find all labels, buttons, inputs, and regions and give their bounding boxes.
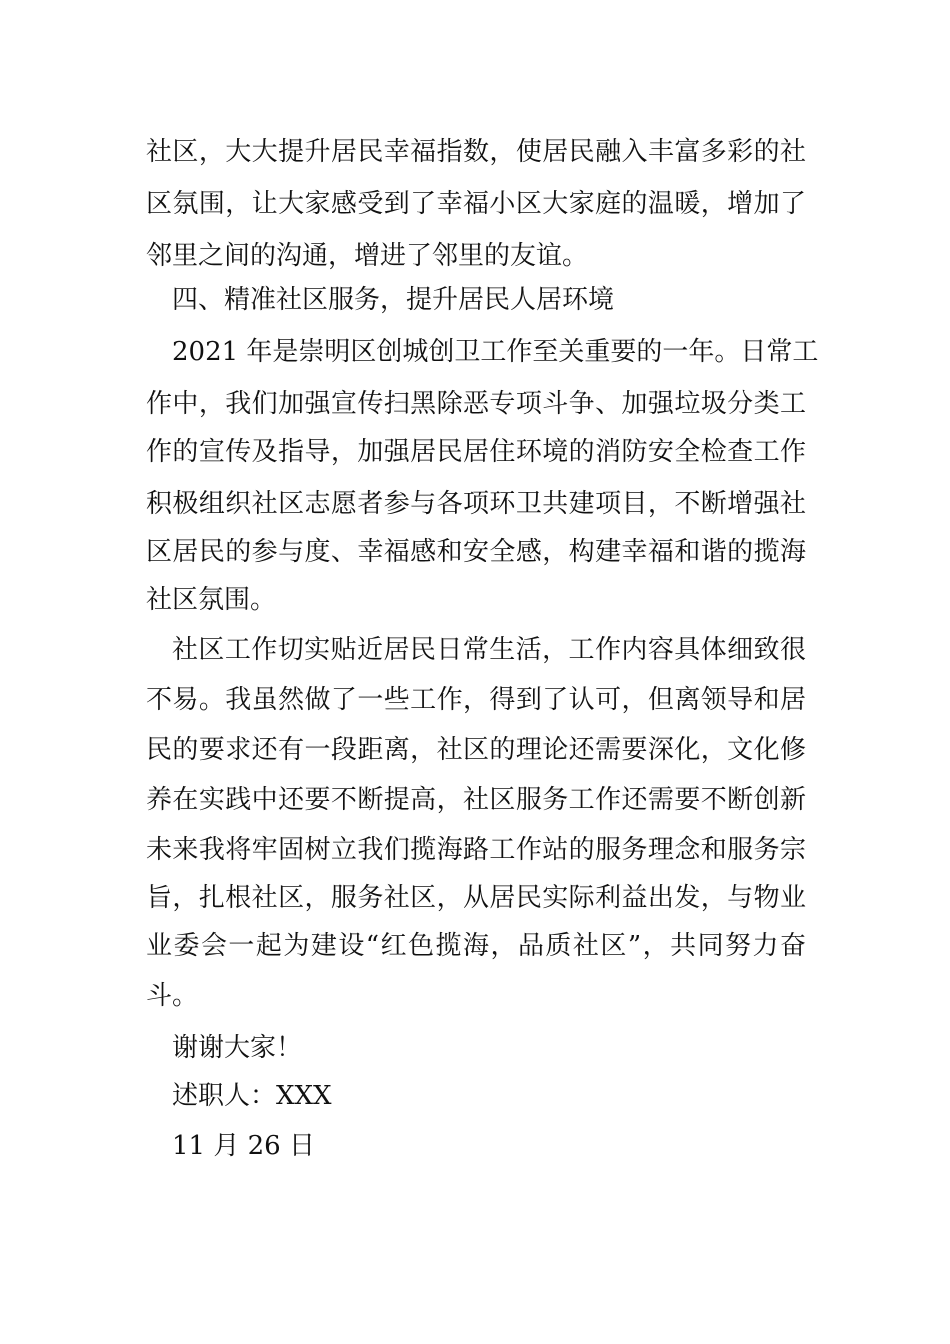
paragraph-2-line-5: 区居民的参与度、幸福感和安全感，构建幸福和谐的揽海 <box>146 537 806 567</box>
paragraph-2-line-6: 社区氛围。 <box>146 585 277 615</box>
paragraph-3-line-8: 斗。 <box>146 981 199 1011</box>
closing-thanks: 谢谢大家！ <box>172 1033 303 1063</box>
paragraph-2-line-2: 作中，我们加强宣传扫黑除恶专项斗争、加强垃圾分类工 <box>146 389 806 419</box>
paragraph-2-line-4: 积极组织社区志愿者参与各项环卫共建项目，不断增强社 <box>146 489 806 519</box>
paragraph-3-line-3: 民的要求还有一段距离，社区的理论还需要深化，文化修 <box>146 735 806 765</box>
paragraph-3-line-4: 养在实践中还要不断提高，社区服务工作还需要不断创新 <box>146 785 806 815</box>
signature: 述职人：XXX <box>172 1081 332 1111</box>
paragraph-1-line-1: 社区，大大提升居民幸福指数，使居民融入丰富多彩的社 <box>146 137 806 167</box>
paragraph-3-line-2: 不易。我虽然做了一些工作，得到了认可，但离领导和居 <box>146 685 806 715</box>
paragraph-2-line-3: 作的宣传及指导，加强居民居住环境的消防安全检查工作 <box>146 437 806 467</box>
paragraph-1-line-3: 邻里之间的沟通，增进了邻里的友谊。 <box>146 241 589 271</box>
paragraph-3-line-5: 未来我将牢固树立我们揽海路工作站的服务理念和服务宗 <box>146 835 806 865</box>
paragraph-2-line-1: 2021 年是崇明区创城创卫工作至关重要的一年。日常工 <box>172 337 819 367</box>
paragraph-3-line-6: 旨，扎根社区，服务社区，从居民实际利益出发，与物业 <box>146 883 806 913</box>
date: 11 月 26 日 <box>172 1131 315 1161</box>
paragraph-3-line-7: 业委会一起为建设“红色揽海，品质社区”，共同努力奋 <box>146 931 806 961</box>
paragraph-3-line-1: 社区工作切实贴近居民日常生活，工作内容具体细致很 <box>172 635 806 665</box>
paragraph-1-line-2: 区氛围，让大家感受到了幸福小区大家庭的温暖，增加了 <box>146 189 806 219</box>
section-heading: 四、精准社区服务，提升居民人居环境 <box>172 285 615 315</box>
